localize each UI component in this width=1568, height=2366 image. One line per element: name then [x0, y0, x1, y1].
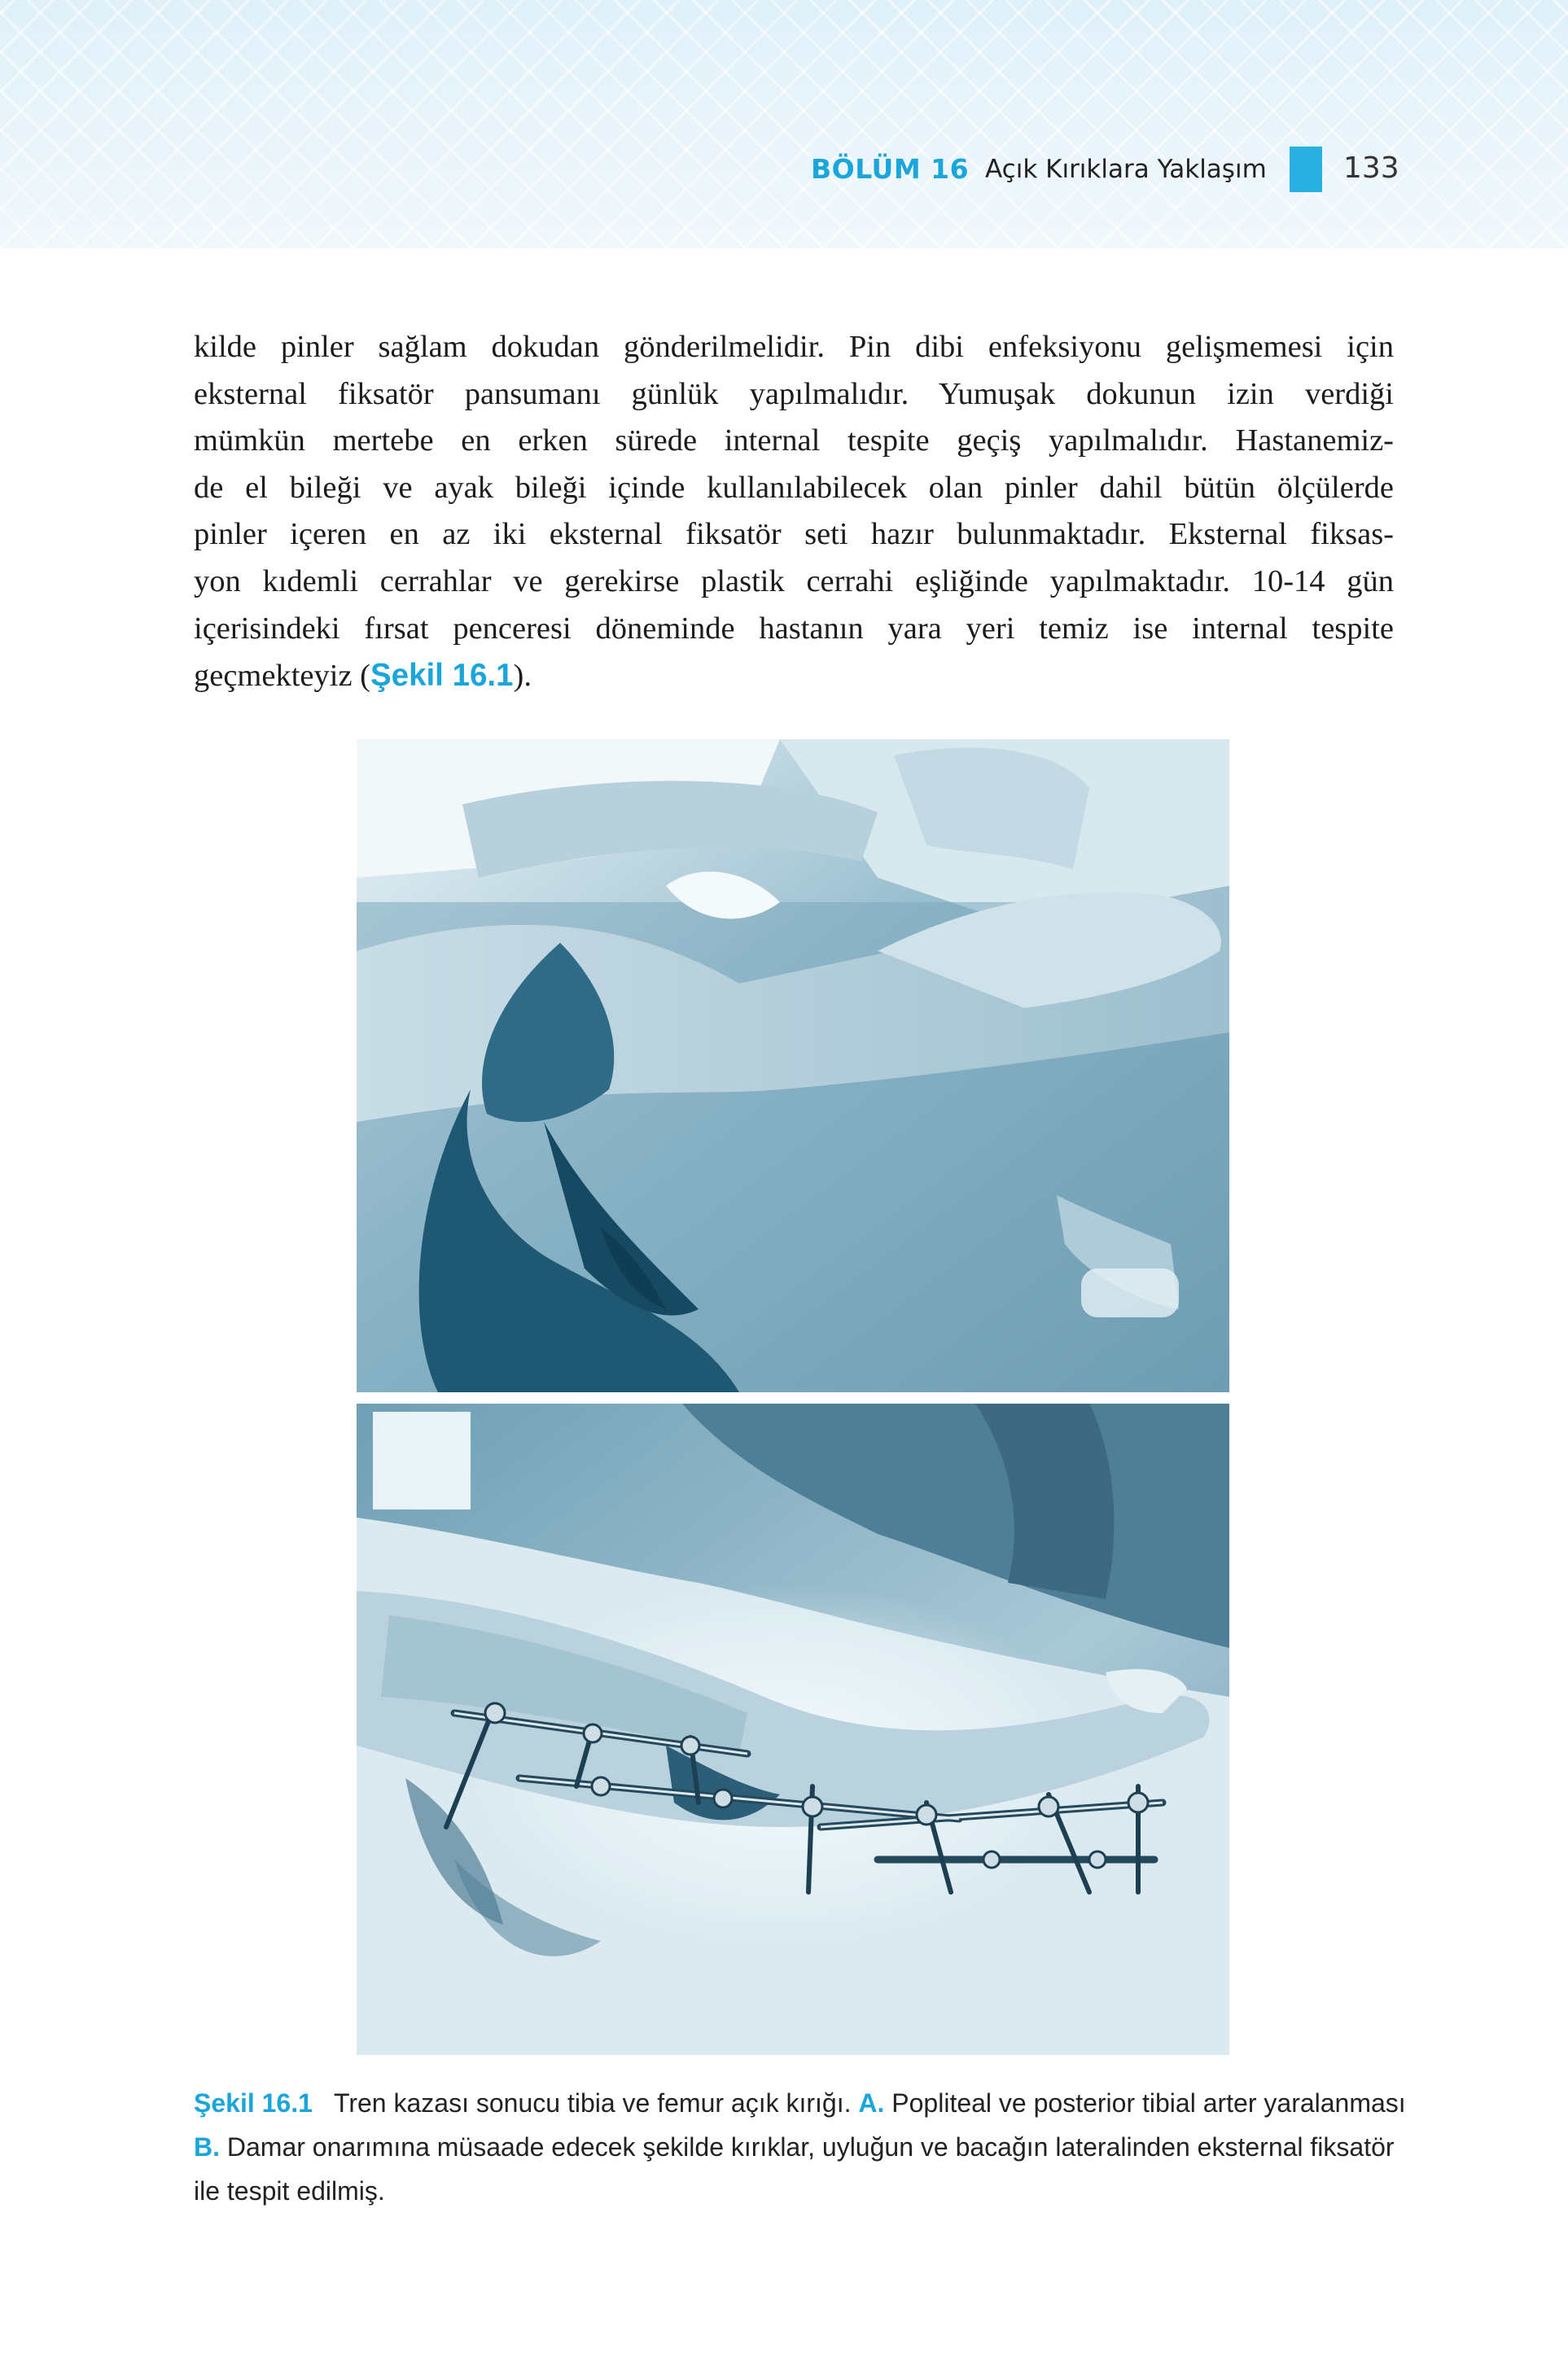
panel-label-a: A.	[858, 2088, 885, 2118]
chapter-label: BÖLÜM 16	[811, 153, 970, 185]
text-line: mümkün mertebe en erken sürede internal tespite geçiş yapılmalıdır. Hastanemiz-	[194, 423, 1394, 458]
caption-text-a: Popliteal ve posterior tibial arter yaralanması	[891, 2088, 1406, 2118]
header-band	[0, 0, 1568, 248]
text-line: kilde pinler sağlam dokudan gönderilmelidir. Pin dibi enfeksiyonu gelişmemesi için	[194, 330, 1394, 364]
chapter-title: Açık Kırıklara Yaklaşım	[985, 155, 1267, 184]
text-line: içerisindeki fırsat penceresi döneminde hastanın yara yeri temiz ise internal tespite	[194, 611, 1394, 646]
caption-line: ile tespit edilmiş.	[194, 2176, 385, 2206]
figure-reference-link[interactable]: Şekil 16.1	[370, 658, 514, 694]
text-line: eksternal fiksatör pansumanı günlük yapılmalıdır. Yumuşak dokunun izin verdiği	[194, 376, 1394, 411]
figure-photo-b	[357, 1404, 1229, 2055]
text-line: de el bileği ve ayak bileği içinde kullanılabilecek olan pinler dahil bütün ölçülerde	[194, 470, 1394, 505]
text-fragment: ).	[513, 659, 532, 694]
photo-b-illustration	[357, 1404, 1229, 2055]
body-paragraph	[194, 324, 1394, 699]
figure-caption	[194, 2081, 1406, 2213]
text-line	[194, 652, 1394, 699]
caption-line	[194, 2125, 1394, 2169]
photo-a-illustration	[357, 739, 1229, 1392]
page-marker-block	[1290, 147, 1322, 192]
panel-label-b: B.	[194, 2132, 220, 2162]
figure-photo-a	[357, 739, 1229, 1392]
text-line: yon kıdemli cerrahlar ve gerekirse plastik cerrahi eşliğinde yapılmaktadır. 10-14 gün	[194, 563, 1394, 598]
text-fragment: geçmekteyiz (	[194, 659, 370, 694]
caption-text: Tren kazası sonucu tibia ve femur açık kırığı.	[333, 2088, 852, 2118]
caption-line	[194, 2081, 1406, 2125]
caption-text-b: Damar onarımına müsaade edecek şekilde kırıklar, uyluğun ve bacağın lateralinden eksternal fiksatör	[226, 2132, 1395, 2162]
figure-label: Şekil 16.1	[194, 2088, 313, 2118]
running-head	[0, 147, 1568, 195]
text-line: pinler içeren en az iki eksternal fiksatör seti hazır bulunmaktadır. Eksternal fiksas-	[194, 517, 1394, 552]
page-number: 133	[1343, 151, 1399, 185]
